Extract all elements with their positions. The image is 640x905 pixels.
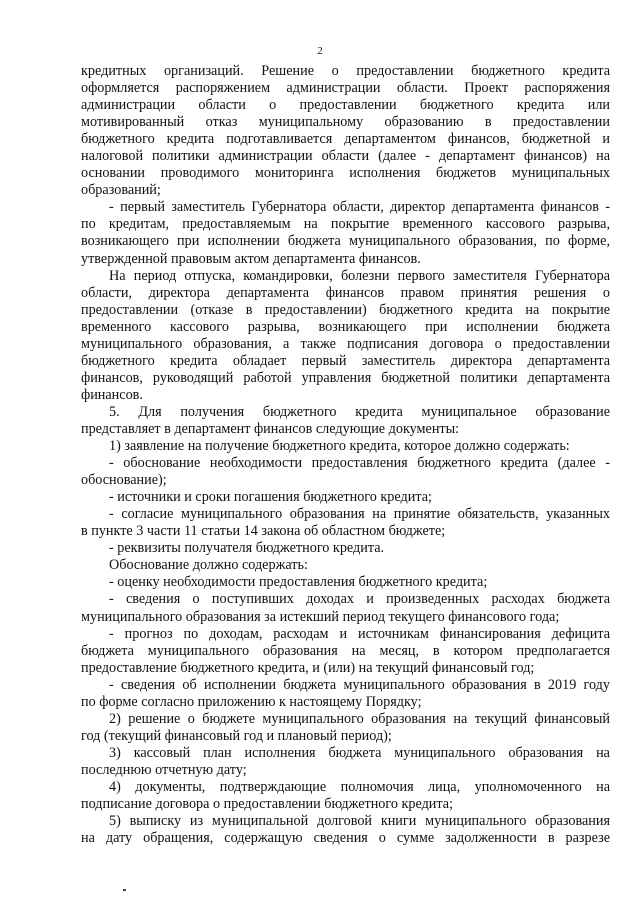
document-text — [81, 63, 610, 847]
text-line: кредитных организаций. Решение о предоставлении бюджетного кредита — [81, 63, 610, 79]
text-line: бюджета муниципального образования на месяц, в котором предполагается — [81, 642, 610, 659]
text-line: бюджетного кредита обладает первый заместитель директора департамента — [81, 352, 610, 369]
text-line: мотивированный отказ муниципальному образованию в предоставлении — [81, 114, 610, 131]
text-line: - сведения об исполнении бюджета муниципального образования в 2019 году — [109, 676, 610, 693]
text-line: обоснование); — [81, 472, 167, 489]
text-line: муниципального образования, а также подписания договора о предоставлении — [81, 335, 610, 352]
text-line: утвержденной правовым актом департамента финансов. — [81, 250, 421, 267]
text-line: последнюю отчетную дату; — [81, 761, 247, 778]
page-number: 2 — [317, 45, 323, 57]
text-line: администрации области о предоставлении бюджетного кредита или — [81, 97, 610, 114]
text-line: - первый заместитель Губернатора области, директор департамента финансов - — [109, 199, 610, 216]
text-line: предоставление бюджетного кредита, и (или) на текущий финансовый год; — [81, 659, 535, 676]
text-line: - прогноз по доходам, расходам и источникам финансирования дефицита — [109, 625, 610, 642]
text-line: возникающего при исполнении бюджета муниципального образования, по форме, — [81, 233, 610, 250]
text-line: муниципального образования за истекший период текущего финансового года; — [81, 608, 560, 625]
text-line: 4) документы, подтверждающие полномочия лица, уполномоченного на — [109, 778, 610, 795]
text-line: представляет в департамент финансов следующие документы: — [81, 420, 460, 437]
text-line: 5) выписку из муниципальной долговой книги муниципального образования — [109, 813, 610, 830]
text-line: - обоснование необходимости предоставления бюджетного кредита (далее - — [109, 455, 610, 472]
text-line: налоговой политики администрации области (далее - департамент финансов) на — [81, 148, 610, 165]
text-line: по форме согласно приложению к настоящему Порядку; — [81, 693, 422, 710]
scan-speck — [123, 889, 126, 891]
text-line: финансов, руководящий работой управления бюджетной политики департамента — [81, 369, 610, 386]
text-line: основании проводимого мониторинга исполнения бюджетов муниципальных — [81, 165, 610, 182]
text-line: - источники и сроки погашения бюджетного кредита; — [109, 489, 432, 506]
text-line: На период отпуска, командировки, болезни первого заместителя Губернатора — [109, 267, 610, 284]
text-line: - сведения о поступивших доходах и произведенных расходах бюджета — [109, 591, 610, 608]
text-line: предоставлении (отказе в предоставлении) бюджетного кредита на покрытие — [81, 301, 610, 318]
text-line: 3) кассовый план исполнения бюджета муниципального образования на — [109, 744, 610, 761]
text-line: бюджетного кредита подготавливается департаментом финансов, бюджетной и — [81, 131, 610, 148]
text-line: финансов. — [81, 386, 143, 403]
text-line: образований; — [81, 182, 161, 199]
text-line: - согласие муниципального образования на принятие обязательств, указанных — [109, 506, 610, 523]
text-line: оформляется распоряжением администрации области. Проект распоряжения — [81, 80, 610, 97]
text-line: - реквизиты получателя бюджетного кредита. — [109, 540, 385, 557]
text-line: подписание договора о предоставлении бюджетного кредита; — [81, 796, 454, 813]
text-line: в пункте 3 части 11 статьи 14 закона об областном бюджете; — [81, 523, 446, 540]
text-line: 2) решение о бюджете муниципального образования на текущий финансовый — [109, 710, 610, 727]
text-line: Обоснование должно содержать: — [109, 557, 308, 574]
text-line: временного кассового разрыва, возникающего при исполнении бюджета — [81, 318, 610, 335]
text-line: области, директора департамента финансов правом принятия решения о — [81, 284, 610, 301]
text-line: год (текущий финансовый год и плановый период); — [81, 727, 392, 744]
text-line: на дату обращения, содержащую сведения о сумме задолженности в разрезе — [81, 830, 610, 847]
text-line: 5. Для получения бюджетного кредита муниципальное образование — [109, 403, 610, 420]
text-line: 1) заявление на получение бюджетного кредита, которое должно содержать: — [109, 438, 570, 455]
text-line: по кредитам, предоставляемым на покрытие временного кассового разрыва, — [81, 216, 610, 233]
text-line: - оценку необходимости предоставления бюджетного кредита; — [109, 574, 488, 591]
